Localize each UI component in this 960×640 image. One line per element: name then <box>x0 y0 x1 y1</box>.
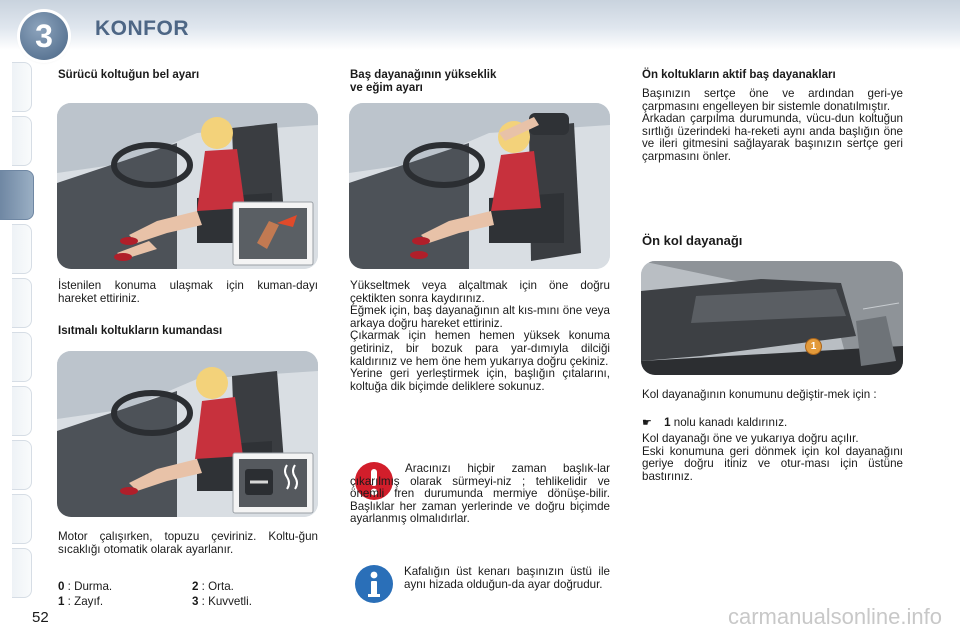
armrest-intro: Kol dayanağının konumunu değiştir-mek için : <box>642 388 877 401</box>
chapter-tab-5[interactable] <box>12 278 32 328</box>
chapter-number-badge: 3 <box>20 12 68 60</box>
info-text: Kafalığın üst kenarı başınızın üstü ile aynı hizada olduğun-da ayar doğrudur. <box>404 565 610 591</box>
chapter-tab-8[interactable] <box>12 440 32 490</box>
heated-seat-photo <box>57 351 318 517</box>
page-number: 52 <box>32 609 49 626</box>
active-headrest-text: Başınızın sertçe öne ve ardından geri-ye çarpmasını engelleyen bir sistemle donatılmıştır. Arkadan çarpılma durumunda, vücu-dun koltuğun sırtlığı üzerindeki ha-reketi aynı anda başlığın öne ve ileri gitmesini sağlayarak başınızın sertçe geri çarpmasını önler. <box>642 87 903 163</box>
armrest-bullet: ☛ 1 nolu kanadı kaldırınız. <box>642 416 788 429</box>
headrest-heading: Baş dayanağının yükseklik ve eğim ayarı <box>350 69 497 94</box>
active-headrest-heading: Ön koltukların aktif baş dayanakları <box>642 69 836 81</box>
lumbar-text: İstenilen konuma ulaşmak için kuman-dayı hareket ettiriniz. <box>58 279 318 305</box>
armrest-heading: Ön kol dayanağı <box>642 233 743 248</box>
heated-heading: Isıtmalı koltukların kumandası <box>58 325 223 337</box>
heated-text: Motor çalışırken, topuzu çeviriniz. Koltu-ğun sıcaklığı otomatik olarak ayarlanır. <box>58 530 318 556</box>
heat-setting-1: 1 : Zayıf. <box>58 595 104 608</box>
callout-1-badge: 1 <box>805 338 822 355</box>
pointing-hand-icon: ☛ <box>642 417 652 429</box>
lumbar-heading: Sürücü koltuğun bel ayarı <box>58 69 200 81</box>
chapter-tab-1[interactable] <box>12 62 32 112</box>
warning-text: Aracınızı hiçbir zaman başlık-lar çıkarılmış olarak sürmeyi-niz ; tehlikelidir ve önemli fren durumunda mermiye dönüşe-bilir. Başlıklar her zaman yerlerinde ve doğru biçimde ayarlanmış olmalıdırlar. <box>350 462 610 526</box>
headrest-text: Yükseltmek veya alçaltmak için öne doğru çektikten sonra kaydırınız. Eğmek için, baş dayanağının alt kıs-mını öne veya arkaya doğru hareket ettiriniz. Çıkarmak için hemen hemen yüksek konuma getiriniz, bir bozuk para yar-dımıyla dilciği kaldırınız ve hem öne hem yukarıya doğru çekiniz. Yerine geri yerleştirmek için, başlığın çıtalarını, koltuğa dik biçimde deliklere sokunuz. <box>350 279 610 393</box>
headrest-adjust-photo <box>349 103 610 269</box>
heat-setting-2: 2 : Orta. <box>192 580 234 593</box>
chapter-tab-2[interactable] <box>12 116 32 166</box>
chapter-tab-10[interactable] <box>12 548 32 598</box>
chapter-tab-6[interactable] <box>12 332 32 382</box>
watermark: carmanualsonline.info <box>727 604 942 629</box>
chapter-tab-4[interactable] <box>12 224 32 274</box>
chapter-tab-9[interactable] <box>12 494 32 544</box>
heat-setting-3: 3 : Kuvvetli. <box>192 595 252 608</box>
armrest-photo <box>641 261 903 375</box>
heat-setting-0: 0 : Durma. <box>58 580 113 593</box>
chapter-tab-7[interactable] <box>12 386 32 436</box>
chapter-tab-3-active[interactable] <box>0 170 34 220</box>
armrest-text: Kol dayanağı öne ve yukarıya doğru açılır. Eski konumuna geri dönmek için kol dayanağını geriye doğru itiniz ve otur-ması için üstüne bastırınız. <box>642 432 903 483</box>
lumbar-adjust-photo <box>57 103 318 269</box>
info-icon <box>355 565 393 603</box>
page-title: KONFOR <box>95 17 189 40</box>
